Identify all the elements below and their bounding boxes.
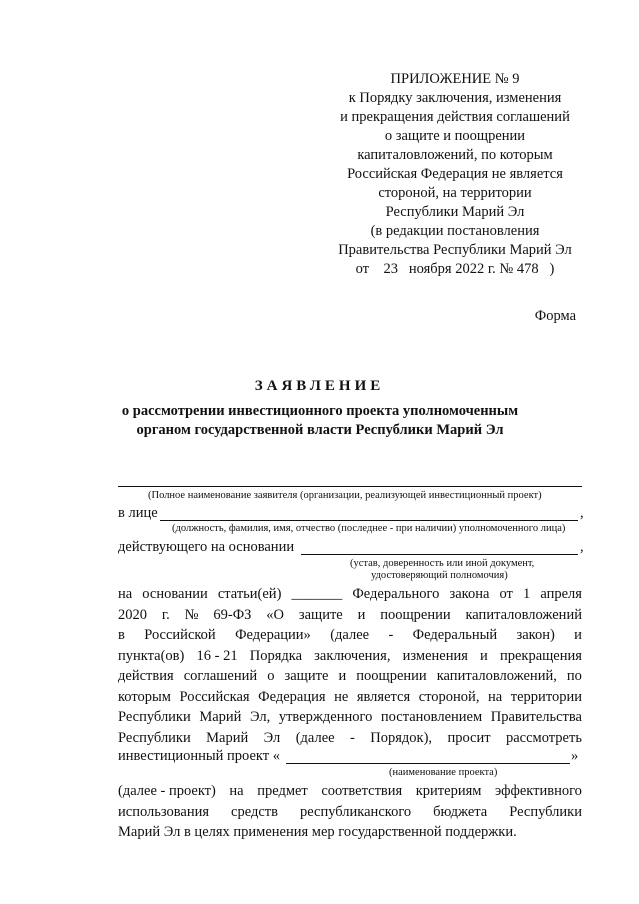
appendix-line: Правительства Республики Марий Эл <box>338 242 572 258</box>
word: поощрении <box>380 606 451 623</box>
word: защите <box>284 668 329 684</box>
word: средств <box>231 803 278 820</box>
word: постановлением <box>380 709 483 725</box>
word: и <box>357 606 366 623</box>
date-prefix: от <box>355 261 370 277</box>
word: 1 <box>522 586 531 602</box>
word: закон) <box>516 627 555 643</box>
word: действия <box>118 668 174 684</box>
word: от <box>499 586 513 602</box>
comma: , <box>580 505 584 521</box>
word: критериям <box>415 783 482 799</box>
paragraph-row <box>118 728 582 749</box>
word: - <box>388 627 394 643</box>
subtitle-line: органом государственной власти Республики Марий Эл <box>136 422 504 438</box>
paragraph-row <box>118 802 582 823</box>
project-name-field[interactable] <box>286 763 570 764</box>
word: Порядка <box>249 647 303 664</box>
word: № <box>184 606 199 623</box>
word: утвержденного <box>278 709 373 725</box>
word: о <box>267 668 275 684</box>
word: не <box>334 688 349 705</box>
date-rest: ноября 2022 г. № 478 <box>408 261 539 277</box>
person-caption: (должность, фамилия, имя, отчество (последнее - при наличии) уполномоченного лица) <box>172 523 566 534</box>
word: (далее <box>295 729 335 746</box>
word: Эл, <box>250 709 271 725</box>
basis-label: действующего на основании <box>118 539 295 555</box>
paragraph-row <box>118 605 582 626</box>
word: на <box>118 586 133 602</box>
word: эффективного <box>495 783 582 799</box>
appendix-line: стороной, на территории <box>378 185 532 201</box>
word: и <box>480 647 488 664</box>
word: Республики <box>509 803 582 820</box>
word: которым <box>118 688 171 705</box>
word: Российская <box>179 688 250 705</box>
word: является <box>356 688 411 705</box>
word: Порядок), <box>370 729 433 746</box>
appendix-line: к Порядку заключения, изменения <box>348 90 562 106</box>
word: и <box>338 668 347 684</box>
word: Марий <box>199 709 242 725</box>
word: на <box>488 688 503 705</box>
project-caption: (наименование проекта) <box>389 767 498 778</box>
word: Республики <box>118 709 191 725</box>
project-label: инвестиционный проект « <box>118 748 280 764</box>
word: предмет <box>257 783 308 799</box>
final-line: Марий Эл в целях применения мер государственной поддержки. <box>118 824 517 840</box>
word: Марий <box>206 729 249 746</box>
word: использования <box>118 803 210 820</box>
subtitle-line: о рассмотрении инвестиционного проекта уполномоченным <box>121 403 519 419</box>
date-day: 23 <box>383 261 399 277</box>
word: республиканского <box>299 803 412 820</box>
word: просит <box>447 729 491 746</box>
paragraph-row <box>118 781 582 802</box>
word: апреля <box>540 586 582 602</box>
word: Федерального <box>352 586 440 602</box>
word: Российской <box>144 627 216 643</box>
word: стороной, <box>418 688 480 705</box>
applicant-name-field[interactable] <box>118 486 582 487</box>
word: поощрении <box>356 668 427 684</box>
body-paragraph <box>118 584 582 748</box>
word: - <box>350 729 355 746</box>
word: на <box>229 783 244 799</box>
word: Эл <box>263 729 281 746</box>
project-close-quote: » <box>571 748 579 764</box>
appendix-block <box>320 70 590 279</box>
word: 69-ФЗ <box>213 606 252 623</box>
paragraph-row <box>118 687 582 708</box>
word: статьи(ей) <box>217 586 282 602</box>
appendix-date-line <box>320 260 590 279</box>
word: Федерации» <box>235 627 311 643</box>
word: основании <box>142 586 208 602</box>
word: 2020 <box>118 606 147 623</box>
appendix-line: капиталовложений, по которым <box>357 147 553 163</box>
appendix-line: Республики Марий Эл <box>385 204 525 220</box>
word: Правительства <box>490 709 582 725</box>
word: прекращения <box>499 647 582 664</box>
word: капиталовложений <box>465 606 582 623</box>
word: Федеральный <box>412 627 498 643</box>
word: территории <box>510 688 582 705</box>
appendix-line: ПРИЛОЖЕНИЕ № 9 <box>390 71 520 87</box>
word: г. <box>161 606 170 623</box>
authorized-person-field[interactable] <box>160 520 578 521</box>
in-person-label: в лице <box>118 505 158 521</box>
final-paragraph <box>118 781 582 843</box>
appendix-line: о защите и поощрении <box>384 128 526 144</box>
paragraph-row <box>118 666 582 687</box>
applicant-caption: (Полное наименование заявителя (организации, реализующей инвестиционный проект) <box>148 490 542 501</box>
paragraph-row <box>118 822 582 843</box>
word: заключения, <box>314 647 391 664</box>
word: Федерация <box>258 688 326 705</box>
basis-caption: (устав, доверенность или иной документ, <box>350 558 535 569</box>
word: «О <box>266 606 285 623</box>
appendix-line: и прекращения действия соглашений <box>340 109 570 125</box>
document-subtitle <box>110 402 530 440</box>
word: (далее - проект) <box>118 783 216 799</box>
paragraph-row <box>118 584 582 605</box>
word: защите <box>298 606 343 623</box>
appendix-line: (в редакции постановления <box>370 223 540 239</box>
word: и <box>574 627 582 643</box>
word: пункта(ов) <box>118 647 185 664</box>
word: капиталовложений, <box>436 668 557 684</box>
word: соглашений <box>183 668 258 684</box>
word: (далее <box>330 627 370 643</box>
paragraph-row <box>118 707 582 728</box>
document-title: ЗАЯВЛЕНИЕ <box>254 378 385 394</box>
word: по <box>566 668 582 684</box>
word: в <box>118 627 125 643</box>
form-label: Форма <box>534 308 576 324</box>
word: рассмотреть <box>506 729 582 746</box>
appendix-line: Российская Федерация не является <box>347 166 563 182</box>
word: 16 - 21 <box>196 647 238 664</box>
word: Республики <box>118 729 191 746</box>
word: бюджета <box>433 803 488 820</box>
paragraph-row <box>118 646 582 667</box>
basis-caption: удостоверяющий полномочия) <box>371 570 508 581</box>
word: закона <box>449 586 490 602</box>
comma: , <box>580 539 584 555</box>
word: изменения <box>402 647 468 664</box>
word: соответствия <box>321 783 403 799</box>
article-number-field[interactable]: _______ <box>291 586 343 602</box>
basis-document-field[interactable] <box>301 554 578 555</box>
paragraph-row <box>118 625 582 646</box>
date-close: ) <box>549 261 555 277</box>
